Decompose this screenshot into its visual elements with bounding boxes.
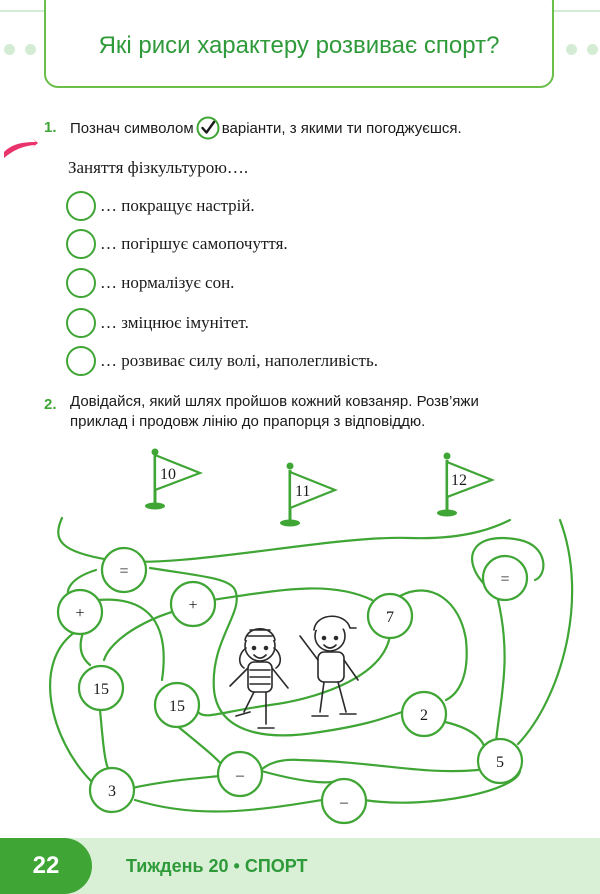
maze-node[interactable] — [171, 582, 215, 626]
left-dots — [4, 44, 36, 55]
answer-circle[interactable] — [66, 346, 96, 376]
maze-node[interactable] — [155, 683, 199, 727]
flag-label: 12 — [451, 472, 467, 489]
svg-text:+: + — [188, 597, 198, 614]
maze-path — [81, 630, 90, 665]
maze-node[interactable] — [90, 768, 134, 812]
option-label: … погіршує самопочуття. — [100, 234, 288, 253]
page-number: 22 — [32, 852, 60, 879]
flag-label: 11 — [295, 483, 311, 500]
answer-circle[interactable] — [66, 308, 96, 338]
maze-node[interactable] — [58, 590, 102, 634]
maze-node[interactable] — [102, 548, 146, 592]
girl-skater-icon — [230, 629, 288, 728]
maze-path — [198, 636, 390, 715]
pointer-arrow-icon — [2, 136, 38, 162]
option-5[interactable] — [66, 346, 378, 376]
maze-path — [100, 710, 108, 768]
maze-path — [258, 760, 478, 772]
svg-text:5: 5 — [496, 754, 504, 771]
flag-label: 10 — [160, 466, 176, 483]
svg-text:15: 15 — [169, 698, 185, 715]
maze-path — [496, 600, 505, 742]
svg-text:15: 15 — [93, 681, 109, 698]
option-1[interactable] — [66, 191, 255, 221]
option-4[interactable] — [66, 308, 249, 338]
maze-path — [445, 722, 485, 756]
option-2[interactable] — [66, 229, 288, 259]
svg-text:7: 7 — [386, 609, 394, 626]
right-dots — [566, 44, 598, 55]
option-label: … нормалізує сон. — [100, 273, 235, 292]
flag-10 — [145, 449, 200, 510]
answer-circle[interactable] — [66, 191, 96, 221]
flag-12 — [437, 453, 492, 517]
task1-instruction-after: варіанти, з якими ти погоджуєшся. — [221, 119, 462, 137]
task1-instruction-before: Познач символом — [70, 119, 194, 137]
maze-node[interactable] — [478, 739, 522, 783]
svg-text:–: – — [236, 767, 244, 784]
maze-path — [518, 520, 572, 744]
maze-path — [135, 800, 322, 812]
svg-text:–: – — [340, 794, 348, 811]
task2-line-2: приклад і продовж лінію до прапорця з відповіддю. — [70, 413, 426, 430]
page-title: Які риси характеру розвиває спорт? — [98, 32, 500, 59]
svg-text:3: 3 — [108, 783, 116, 800]
maze-path — [132, 776, 220, 788]
svg-text:2: 2 — [420, 707, 428, 724]
task2-number: 2. — [44, 396, 57, 413]
maze-node[interactable] — [79, 666, 123, 710]
task1-number: 1. — [44, 119, 57, 136]
task1-lead: Заняття фізкультурою…. — [68, 158, 249, 177]
check-circle-icon — [196, 116, 220, 140]
maze-node[interactable] — [322, 779, 366, 823]
maze-node[interactable] — [402, 692, 446, 736]
flag-11 — [280, 463, 335, 527]
task1-instruction — [70, 116, 462, 140]
boy-skater-icon — [300, 616, 358, 716]
skaters-maze — [0, 440, 600, 840]
option-label: … покращує настрій. — [100, 196, 255, 215]
maze-node[interactable] — [483, 556, 527, 600]
answer-circle[interactable] — [66, 268, 96, 298]
option-label: … розвиває силу волі, наполегливість. — [100, 351, 378, 370]
option-3[interactable] — [66, 268, 234, 298]
week-label: Тиждень 20 • СПОРТ — [126, 856, 308, 876]
task2-line-1: Довідайся, який шлях пройшов кожний ковзаняр. Розв’яжи — [70, 393, 479, 410]
svg-text:=: = — [500, 571, 510, 588]
maze-node[interactable] — [218, 752, 262, 796]
option-label: … зміцнює імунітет. — [100, 313, 249, 332]
svg-text:=: = — [119, 563, 129, 580]
maze-path — [50, 630, 92, 782]
maze-node[interactable] — [368, 594, 412, 638]
answer-circle[interactable] — [66, 229, 96, 259]
svg-text:+: + — [75, 605, 85, 622]
maze-path — [258, 770, 338, 782]
